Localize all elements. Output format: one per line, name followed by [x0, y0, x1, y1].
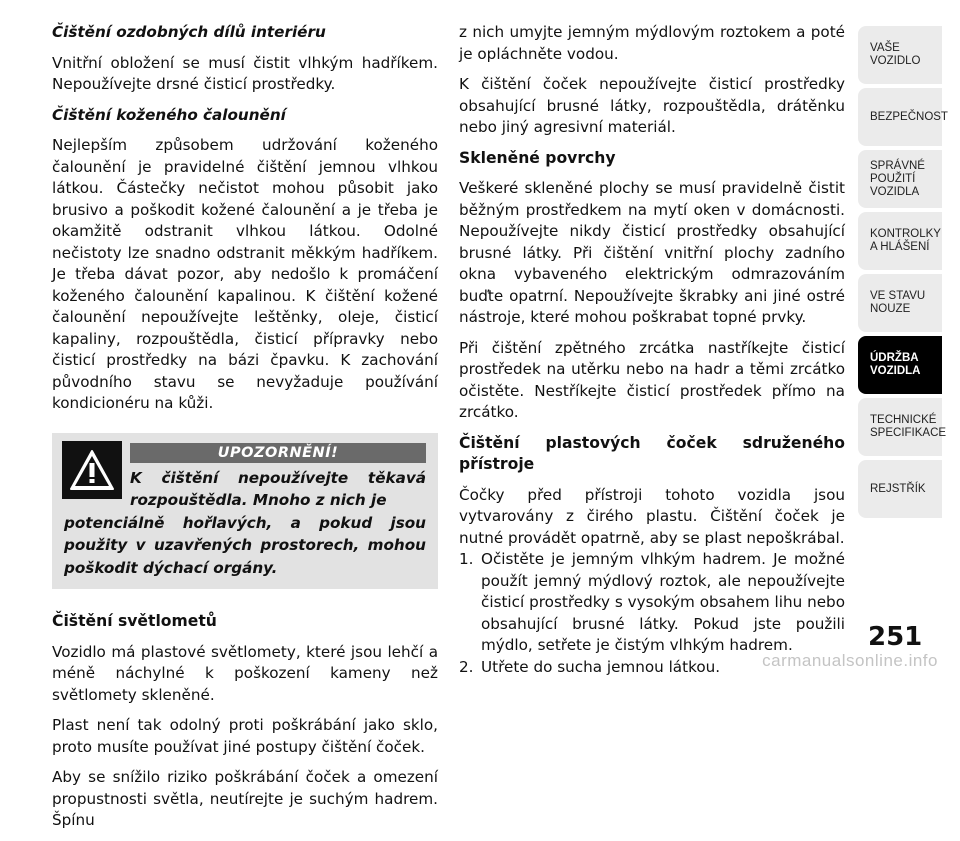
tab-safety[interactable]: BEZPEČNOST [858, 88, 942, 146]
list-item: 2. Utřete do sucha jemnou látkou. [459, 657, 721, 676]
cluster-lens-p1: Čočky před přístroji tohoto vozidla jsou vytvarovány z čirého plastu. Čištění čoček je nutné provádět opatrně, aby se plast nepoškrábal. [459, 485, 845, 547]
warning-box [52, 433, 438, 590]
tab-your-vehicle[interactable]: VAŠE VOZIDLO [858, 26, 942, 84]
page-number: 251 [868, 622, 923, 652]
list-item: 1. Očistěte je jemným vlhkým hadrem. Je možné použít jemný mýdlový roztok, ale nepoužívejte čisticí prostředky s vysokým obsahem lihu nebo obsahující brusné látky. Pokud jste použili mýdlo, setřete je čistým vlhkým hadrem. [459, 550, 845, 654]
tab-specifications[interactable]: TECHNICKÉ SPECIFIKACE [858, 398, 942, 456]
tab-maintenance[interactable]: ÚDRŽBA VOZIDLA [858, 336, 942, 394]
glass-p1: Veškeré skleněné plochy se musí pravidelně čistit běžným prostředkem na mytí oken v domácnosti. Nepoužívejte nikdy čisticí prostředky obsahující brusné látky. Při čištění vnitřní plochy zadního okna vybaveného elektrickým odmrazováním buďte opatrní. Nepoužívejte škrabky ani jiné ostré nástroje, které mohou poškrabat topné prvky. [459, 179, 845, 326]
section-text-leather: Nejlepším způsobem udržování koženého čalounění je pravidelné čištění jemnou vlhkou látkou. Částečky nečistot mohou působit jako brusivo a poškodit kožené čalounění a je třeba je okamžitě odstranit vlhkou látkou. Odolné nečistoty lze snadno odstranit měkkým hadříkem. Je třeba dávat pozor, aby nedošlo k promáčení koženého čalounění kapalinou. K čištění kožené čalounění nepoužívejte leštěnky, oleje, čisticí kapaliny, rozpouštědla, čisticí přípravky nebo čisticí prostředky na bázi čpavku. K zachování původního stavu se nevyžaduje používání kondicionéru na kůži. [52, 136, 438, 412]
tab-index[interactable]: REJSTŘÍK [858, 460, 942, 518]
section-title-leather: Čištění koženého čalounění [52, 105, 286, 124]
headlamps-continued: z nich umyjte jemným mýdlovým roztokem a poté je opláchněte vodou. [459, 23, 845, 63]
section-text-interior-trim: Vnitřní obložení se musí čistit vlhkým hadříkem. Nepoužívejte drsné čisticí prostředky. [52, 53, 438, 93]
section-title-glass: Skleněné povrchy [459, 148, 616, 167]
warning-text-b: potenciálně hořlavých, a pokud jsou použity v uzavřených prostorech, mohou poškodit dýchací orgány. [64, 513, 426, 577]
headlamps-p3: Aby se snížilo riziko poškrábání čoček a omezení propustnosti světla, neutírejte je suchým hadrem. Špínu [52, 768, 438, 829]
headlamps-p2: Plast není tak odolný proti poškrábání jako sklo, proto musíte používat jiné postupy čištění čoček. [52, 716, 438, 756]
headlamps-p1: Vozidlo má plastové světlomety, které jsou lehčí a méně náchylné k poškození kameny než světlomety skleněné. [52, 642, 438, 704]
tab-emergency[interactable]: VE STAVU NOUZE [858, 274, 942, 332]
warning-text-a: K čištění nepoužívejte těkavá rozpouštědla. Mnoho z nich je [130, 468, 426, 509]
lens-cleaning-text: K čištění čoček nepoužívejte čisticí prostředky obsahující brusné látky, rozpouštědla, drátěnku nebo jiný agresivní materiál. [459, 75, 845, 136]
glass-p2: Při čištění zpětného zrcátka nastříkejte čisticí prostředek na utěrku nebo na hadr a těmi zrcátko očistěte. Nestříkejte čisticí prostředek přímo na zrcátko. [459, 338, 845, 421]
tab-proper-use[interactable]: SPRÁVNÉ POUŽITÍ VOZIDLA [858, 150, 942, 208]
watermark: carmanualsonline.info [762, 651, 938, 670]
section-title-cluster-lens: Čištění plastových čoček sdruženého přístroje [459, 433, 845, 473]
warning-triangle-icon [62, 441, 122, 499]
right-column [459, 22, 845, 678]
tab-indicators[interactable]: KONTROLKY A HLÁŠENÍ [858, 212, 942, 270]
warning-heading: UPOZORNĚNÍ! [130, 443, 426, 463]
left-column [52, 22, 438, 841]
chapter-tabs [858, 26, 948, 522]
section-title-interior-trim: Čištění ozdobných dílů interiéru [52, 23, 326, 41]
section-title-headlamps: Čištění světlometů [52, 612, 217, 630]
